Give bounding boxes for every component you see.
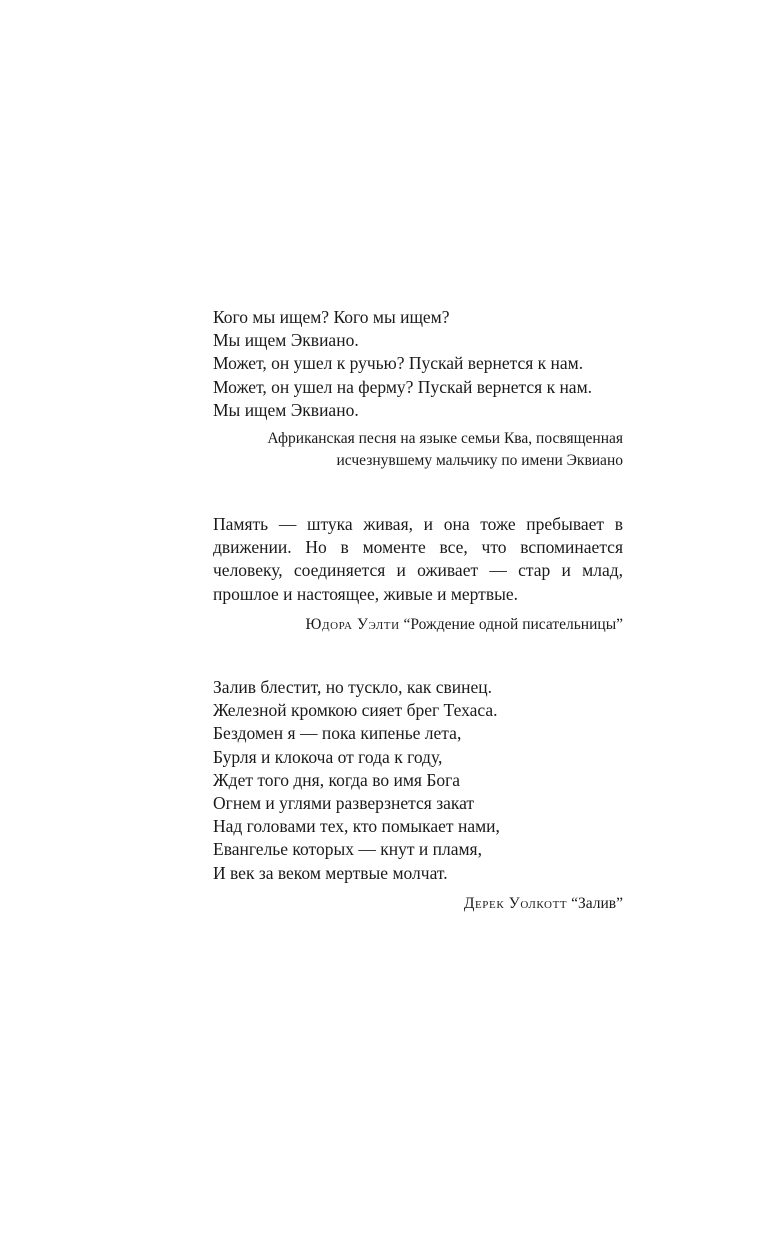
walcott-verse — [213, 676, 623, 885]
epigraph-welty — [213, 513, 623, 635]
author-name: Дерек Уолкотт — [463, 894, 568, 912]
verse-line: Может, он ушел на ферму? Пускай вернется к нам. — [213, 376, 593, 397]
verse-line: Над головами тех, кто помыкает нами, — [213, 816, 500, 837]
song-attribution — [213, 428, 623, 471]
verse-line: Огнем и углями разверзнется закат — [213, 793, 475, 814]
work-title: “Залив” — [571, 894, 623, 912]
song-verse — [213, 306, 623, 422]
verse-line: Может, он ушел к ручью? Пускай вернется к нам. — [213, 353, 584, 374]
verse-line: И век за веком мертвые молчат. — [213, 862, 448, 883]
verse-line: Мы ищем Эквиано. — [213, 399, 359, 420]
verse-line: Евангелье которых — кнут и пламя, — [213, 839, 482, 860]
walcott-attribution — [213, 893, 623, 915]
welty-quote: Память — штука живая, и она тоже пребывает в движении. Но в моменте все, что вспоминается человеку, соединяется и оживает — стар и млад, прошлое и настоящее, живые и мертвые. — [213, 514, 623, 604]
verse-line: Бездомен я — пока кипенье лета, — [213, 723, 462, 744]
attribution-line: Африканская песня на языке семьи Ква, посвященная — [267, 430, 623, 448]
author-name: Юдора Уэлти — [305, 615, 400, 633]
epigraph-song — [213, 306, 623, 471]
verse-line: Мы ищем Эквиано. — [213, 330, 359, 351]
verse-line: Кого мы ищем? Кого мы ищем? — [213, 307, 450, 327]
welty-attribution — [213, 614, 623, 636]
epigraph-walcott — [213, 676, 623, 914]
attribution-line: исчезнувшему мальчику по имени Эквиано — [336, 451, 623, 469]
verse-line: Железной кромкою сияет брег Техаса. — [213, 700, 498, 721]
verse-line: Ждет того дня, когда во имя Бога — [213, 769, 461, 790]
work-title: “Рождение одной писательницы” — [403, 615, 623, 633]
verse-line: Бурля и клокоча от года к году, — [213, 746, 443, 767]
verse-line: Залив блестит, но тускло, как свинец. — [213, 677, 493, 697]
